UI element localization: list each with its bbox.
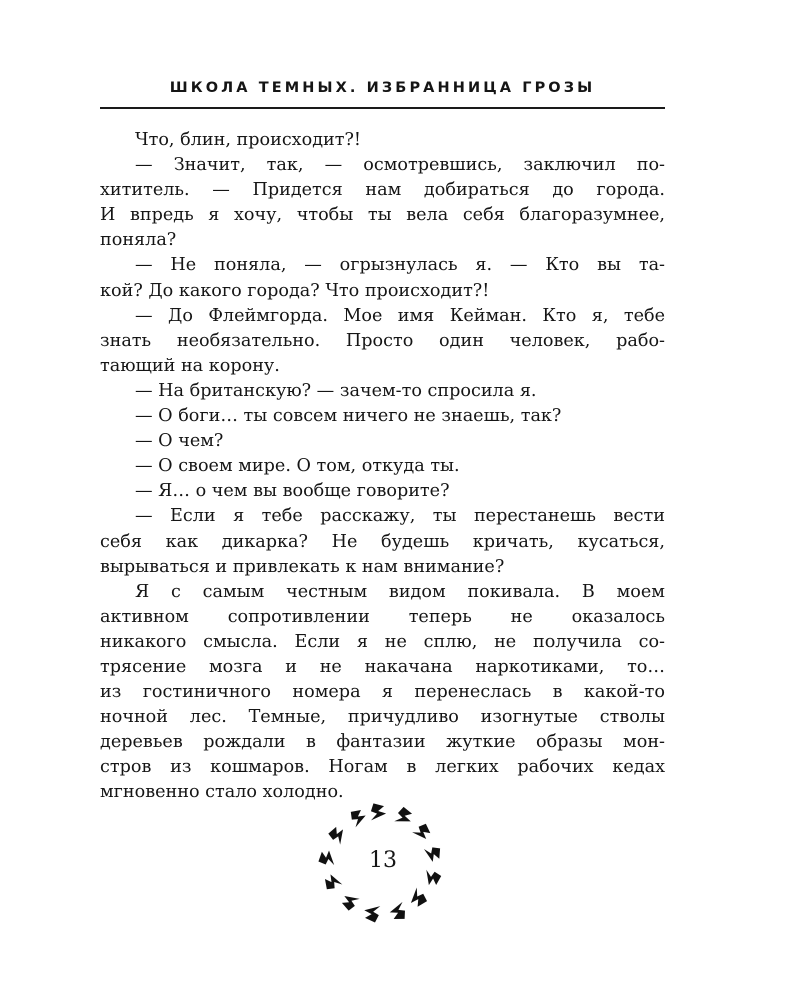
text-line: из гостиничного номера я перенеслась в какой-то [100,682,665,703]
text-line: себя как дикарка? Не будешь кричать, кусаться, [100,531,665,552]
text-line: трясение мозга и не накачана наркотиками, то… [100,656,665,677]
lightning-bolt-icon [318,849,336,866]
page-text [100,128,665,806]
lightning-bolt-icon [388,902,406,921]
text-line: кой? До какого города? Что происходит?! [100,280,490,301]
text-line: стров из кошмаров. Ногам в легких рабочих кедах [100,757,665,778]
lightning-bolt-icon [327,824,349,845]
text-line: — О чем? [135,431,224,452]
text-line: — О боги… ты совсем ничего не знаешь, так? [135,406,562,427]
text-line: знать необязательно. Просто один человек, рабо- [100,330,665,351]
lightning-bolt-icon [393,806,415,828]
text-line: — Не поняла, — огрызнулась я. — Кто вы та- [135,255,665,276]
lightning-bolt-icon [422,869,442,888]
text-line: Я с самым честным видом покивала. В моем [135,581,665,602]
text-line: никакого смысла. Если я не сплю, не получила со- [100,631,665,652]
lightning-bolt-icon [322,872,342,891]
lightning-bolt-icon [339,890,360,912]
lightning-bolt-icon [349,807,368,827]
text-line: поняла? [100,230,177,251]
text-line: И впредь я хочу, чтобы ты вела себя благоразумнее, [100,205,665,226]
text-line: — На британскую? — зачем-то спросила я. [135,380,537,401]
lightning-bolt-icon [406,887,429,910]
lightning-bolt-icon [370,803,387,821]
text-line: деревьев рождали в фантазии жуткие образы мон- [100,732,665,753]
text-line: вырываться и привлекать к нам внимание? [100,556,505,577]
page-number: 13 [369,848,397,873]
header-divider [100,107,665,109]
text-line: ночной лес. Темные, причудливо изогнутые стволы [100,707,665,728]
text-line: мгновенно стало холодно. [100,782,344,803]
text-line: — Я… о чем вы вообще говорите? [135,481,450,502]
text-line: хититель. — Придется нам добираться до города. [100,180,665,201]
lightning-bolt-icon [412,822,434,843]
text-line: — О своем мире. О том, откуда ты. [135,456,460,477]
text-line: — Значит, так, — осмотревшись, заключил по- [135,155,665,176]
text-line: активном сопротивлении теперь не оказалось [100,606,665,627]
lightning-bolt-icon [424,847,441,863]
text-line: Что, блин, происходит?! [135,130,361,150]
text-line: — До Флеймгорда. Мое имя Кейман. Кто я, тебе [135,305,665,326]
running-header: ШКОЛА ТЕМНЫХ. ИЗБРАННИЦА ГРОЗЫ [169,80,596,96]
text-line: — Если я тебе расскажу, ты перестанешь вести [135,506,665,527]
lightning-bolt-icon [362,902,381,922]
text-line: тающий на корону. [100,355,280,376]
